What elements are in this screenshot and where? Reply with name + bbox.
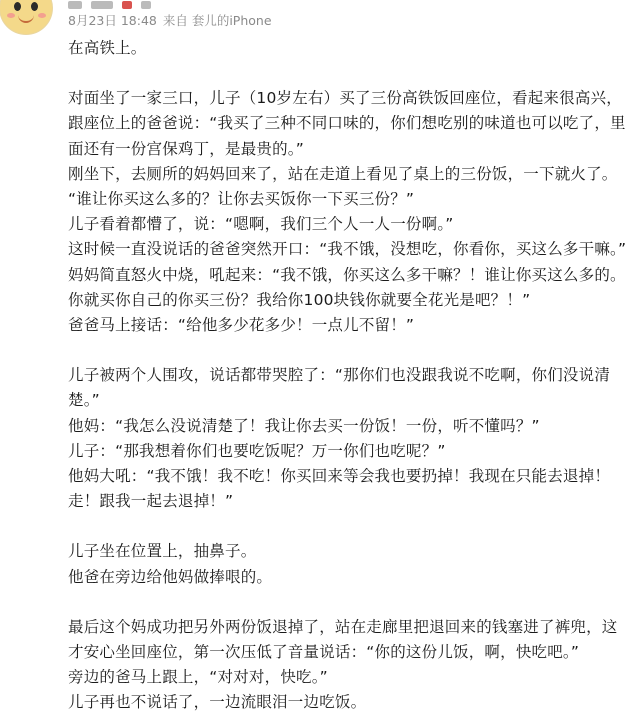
badge-icon bbox=[122, 1, 132, 9]
post-paragraph: 他妈大吼：“我不饿！我不吃！你买回来等会我也要扔掉！我现在只能去退掉！走！跟我一起去退掉！” bbox=[68, 467, 611, 511]
paragraph-break bbox=[68, 61, 633, 86]
avatar-mouth-icon bbox=[18, 15, 34, 23]
post-paragraph: 这时候一直没说话的爸爸突然开口：“我不饿，没想吃，你看你，买这么多干嘛。” bbox=[68, 240, 627, 259]
post-paragraph: 他妈：“我怎么没说清楚了！我让你去买一份饭！一份，听不懂吗？” bbox=[68, 416, 540, 435]
post-paragraph: 儿子看着都懵了，说：“嗯啊，我们三个人一人一份啊。” bbox=[68, 215, 454, 234]
post-paragraph: 在高铁上。 bbox=[68, 39, 147, 57]
clipped-text-block bbox=[91, 1, 113, 9]
paragraph-break bbox=[68, 514, 633, 539]
post-paragraph: 儿子被两个人围攻，说话都带哭腔了：“那你们也没跟我说不吃啊，你们没说清楚。” bbox=[68, 366, 611, 410]
post-paragraph: 对面坐了一家三口，儿子（10岁左右）买了三份高铁饭回座位，看起来很高兴，跟座位上的爸爸说：“我买了三种不同口味的，你们想吃别的味道也可以吃了，里面还有一份宫保鸡丁，是最贵的。” bbox=[68, 89, 626, 158]
avatar-eye-icon bbox=[31, 2, 38, 11]
post-paragraph: 儿子：“那我想着你们也要吃饭呢？万一你们也吃呢？” bbox=[68, 441, 446, 460]
post-paragraph: 最后这个妈成功把另外两份饭退掉了，站在走廊里把退回来的钱塞进了裤兜，这才安心坐回座位，第一次压低了音量说话：“你的这份儿饭，啊，快吃吧。” bbox=[68, 617, 618, 662]
post-date: 8月23日 18:48 bbox=[68, 13, 157, 28]
avatar-eye-icon bbox=[14, 2, 21, 11]
post-paragraph: 他爸在旁边给他妈做捧哏的。 bbox=[68, 567, 273, 586]
post-paragraph: 妈妈简直怒火中烧，吼起来：“我不饿，你买这么多干嘛？！谁让你买这么多的。你就买你自己的你买三份？我给你100块钱你就要全花光是吧？！” bbox=[68, 265, 626, 309]
avatar-cheek-icon bbox=[7, 13, 15, 18]
post-paragraph: 儿子再也不说话了，一边流眼泪一边吃饭。 bbox=[68, 693, 367, 712]
avatar-cheek-icon bbox=[38, 13, 46, 18]
post-meta bbox=[68, 11, 272, 29]
clipped-text-block bbox=[141, 1, 151, 9]
paragraph-break bbox=[68, 338, 633, 363]
post-paragraph: 儿子坐在位置上，抽鼻子。 bbox=[68, 542, 257, 561]
post-source[interactable]: 来自 套儿的iPhone bbox=[162, 13, 272, 28]
post-paragraph: 旁边的爸马上跟上，“对对对，快吃。” bbox=[68, 668, 328, 687]
paragraph-break bbox=[68, 590, 633, 615]
post-paragraph: 刚坐下，去厕所的妈妈回来了，站在走道上看见了桌上的三份饭，一下就火了。 bbox=[68, 164, 618, 183]
clipped-text-block bbox=[68, 1, 82, 9]
avatar[interactable] bbox=[0, 0, 52, 34]
post-paragraph: “谁让你买这么多的？让你去买饭你一下买三份？” bbox=[68, 190, 415, 209]
clipped-username[interactable] bbox=[68, 0, 158, 4]
post-content bbox=[68, 36, 633, 716]
post-paragraph: 爸爸马上接话：“给他多少花多少！一点儿不留！” bbox=[68, 316, 415, 335]
